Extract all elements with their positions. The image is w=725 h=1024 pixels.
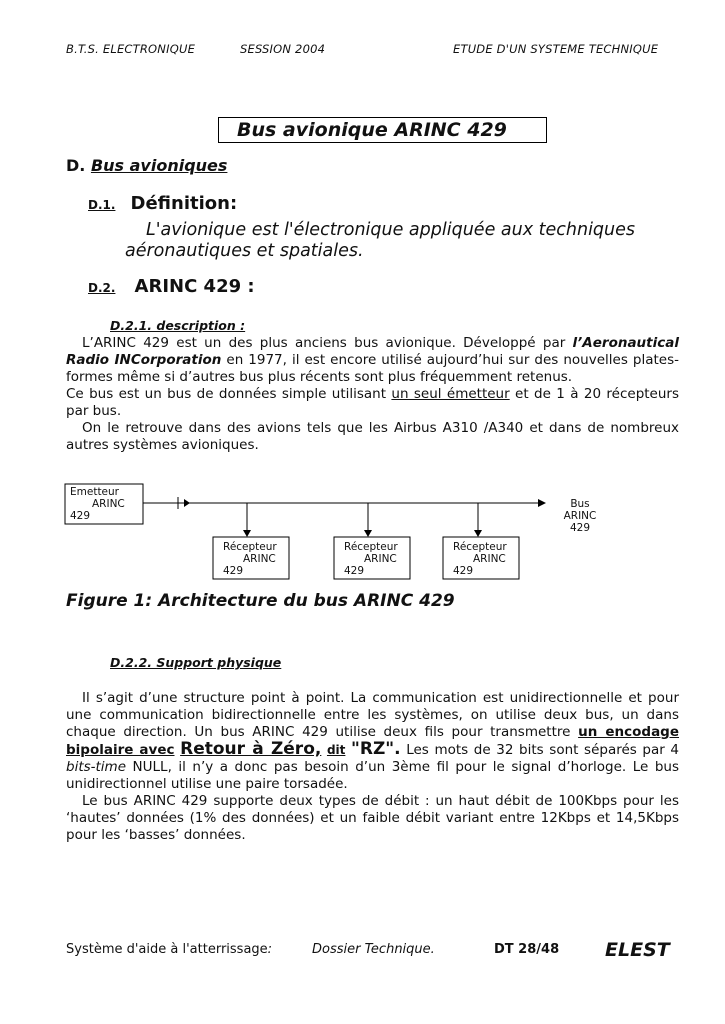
d21-p2-text-a: Ce bus est un bus de données simple utilisant <box>66 386 392 402</box>
receiver-1-line-3: 429 <box>223 565 244 577</box>
d22-p1-encoding: un encodage bipolaire avec <box>66 724 680 758</box>
header-middle: SESSION 2004 <box>240 42 326 56</box>
d22-paragraph-1 <box>66 690 679 793</box>
d22-paragraph-2: Le bus ARINC 429 supporte deux types de débit : un haut débit de 100Kbps pour les ‘hautes’ données (1% des données) et un faible débit variant entre 12Kbps et 14,5Kbps pour les ‘basses’ données. <box>66 793 679 843</box>
bus-label-line-2: ARINC 429 <box>563 510 597 534</box>
receiver-2-label <box>344 541 398 577</box>
d21-paragraph-3: On le retrouve dans des avions tels que les Airbus A310 /A340 et dans de nombreux autres systèmes avioniques. <box>66 420 679 453</box>
d1-title: Définition: <box>130 193 238 214</box>
d22-body <box>66 690 679 844</box>
receiver-3-line-2: ARINC <box>473 553 506 565</box>
section-heading <box>66 156 227 175</box>
header-left: B.T.S. ELECTRONIQUE <box>66 42 196 56</box>
footer-brand: ELEST <box>605 939 670 961</box>
receiver-1-line-1: Récepteur <box>223 541 277 553</box>
d22-p1-rz: "RZ". <box>351 739 401 759</box>
d1-line1: L'avionique est l'électronique appliquée aux techniques <box>146 220 636 240</box>
d22-p1-text-f: Les mots de 32 bits sont séparés par 4 <box>400 742 679 758</box>
receiver-3-arrowhead <box>474 530 482 537</box>
d1-number: D.1. <box>88 198 116 212</box>
d21-p1-text-a: L’ARINC 429 est un des plus anciens bus avionique. Développé par <box>82 335 573 351</box>
emitter-label-line-1: Emetteur <box>70 486 119 498</box>
d2-number: D.2. <box>88 281 116 295</box>
emitter-label-line-2: ARINC <box>92 498 125 510</box>
d21-p1-text-c: en 1977, il est encore utilisé aujourd’hui sur des nouvelles plates-formes même si d’autres bus plus récents sont plus fréquemment retenus. <box>66 352 679 385</box>
section-title: Bus avioniques <box>90 156 228 175</box>
d21-p2-text-c: et de 1 à 20 récepteurs par bus. <box>66 386 679 419</box>
bus-architecture-diagram <box>60 478 620 588</box>
d2-title: ARINC 429 : <box>134 276 255 297</box>
d21-paragraph-1 <box>66 335 679 386</box>
receiver-1-label <box>223 541 277 577</box>
emitter-arrowhead <box>184 499 190 507</box>
d22-heading: D.2.2. Support physique <box>110 655 282 670</box>
document-title-box <box>218 117 547 143</box>
d22-p1-text-a: Il s’agit d’une structure point à point. La communication est unidirectionnelle et pour une communication bidirectionnelle entre les systèmes, on utilise deux bus, un dans chaque direction. Un bus ARINC 429 utilise deux fils pour transmettre <box>66 690 679 740</box>
d21-heading: D.2.1. description : <box>110 318 246 333</box>
d21-p1-org: l’Aeronautical Radio INCorporation <box>66 335 679 368</box>
receiver-1-line-2: ARINC <box>243 553 276 565</box>
document-title: Bus avionique ARINC 429 <box>237 119 507 141</box>
receiver-2-arrowhead <box>364 530 372 537</box>
section-letter: D. <box>66 156 86 175</box>
d22-p1-text-h: NULL, il n’y a donc pas besoin d’un 3ème fil pour le signal d’horloge. Le bus unidirectionnel utilise une paire torsadée. <box>66 759 679 792</box>
footer-colon: : <box>267 942 273 957</box>
footer-page-number: DT 28/48 <box>494 942 560 957</box>
footer-middle: Dossier Technique. <box>312 942 435 957</box>
bus-label-line-1: Bus <box>570 498 590 510</box>
d22-p1-rz-name: Retour à Zéro, <box>180 739 322 759</box>
emitter-label <box>70 486 125 522</box>
d2-heading <box>88 276 255 297</box>
receiver-3-line-1: Récepteur <box>453 541 507 553</box>
d1-heading <box>88 193 237 214</box>
header-right: ETUDE D'UN SYSTEME TECHNIQUE <box>453 42 659 56</box>
receiver-2-line-3: 429 <box>344 565 365 577</box>
bus-label <box>552 498 608 534</box>
figure-caption: Figure 1: Architecture du bus ARINC 429 <box>66 591 455 611</box>
d21-body <box>66 335 679 454</box>
d21-p2-emitter: un seul émetteur <box>391 386 510 402</box>
emitter-label-line-3: 429 <box>70 510 91 522</box>
receiver-2-line-1: Récepteur <box>344 541 398 553</box>
d22-p1-dit: dit <box>326 743 346 757</box>
receiver-3-line-3: 429 <box>453 565 474 577</box>
footer-system: Système d'aide à l'atterrissage <box>66 942 268 957</box>
d22-p1-bits-time: bits-time <box>66 759 127 775</box>
footer-left <box>66 942 272 957</box>
d1-line2: aéronautiques et spatiales. <box>125 241 364 261</box>
bus-arrowhead <box>538 499 546 507</box>
receiver-3-label <box>453 541 507 577</box>
d21-paragraph-2 <box>66 386 679 420</box>
receiver-1-arrowhead <box>243 530 251 537</box>
receiver-2-line-2: ARINC <box>364 553 397 565</box>
